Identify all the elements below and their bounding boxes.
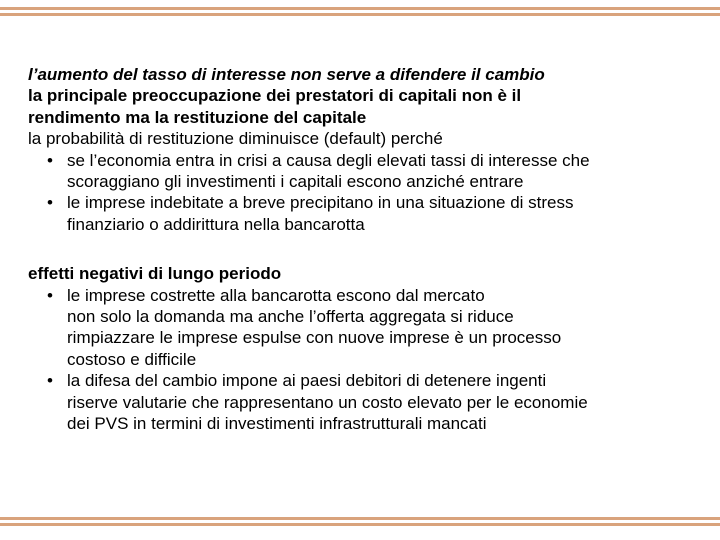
section-heading: effetti negativi di lungo periodo [28,264,282,284]
bullet-item [28,370,708,391]
bullet-continuation: rimpiazzare le imprese espulse con nuove imprese è un processo [67,328,562,348]
top-rule-inner [0,13,720,16]
slide-body [28,64,708,435]
text-line: la probabilità di restituzione diminuisce (default) perché [28,129,443,149]
bullet-item [28,150,708,171]
bullet-icon: • [47,193,53,213]
bottom-rule-outer [0,523,720,526]
bullet-continuation: dei PVS in termini di investimenti infrastrutturali mancati [67,414,487,434]
bullet-text: la difesa del cambio impone ai paesi debitori di detenere ingenti [67,371,547,391]
spacer [28,235,708,263]
bullet-item [28,192,708,213]
bullet-icon: • [47,285,53,305]
bullet-continuation: scoraggiano gli investimenti i capitali escono anziché entrare [67,172,524,192]
bullet-text: le imprese costrette alla bancarotta escono dal mercato [67,285,485,305]
bullet-icon: • [47,150,53,170]
top-rule-outer [0,7,720,10]
bullet-continuation: non solo la domanda ma anche l’offerta aggregata si riduce [67,307,514,327]
bold-line: rendimento ma la restituzione del capitale [28,107,367,127]
bullet-item [28,285,708,306]
bullet-text: le imprese indebitate a breve precipitano in una situazione di stress [67,193,574,213]
bullet-continuation: costoso e difficile [67,349,197,369]
bold-line: la principale preoccupazione dei prestatori di capitali non è il [28,86,522,106]
bullet-continuation: finanziario o addirittura nella bancarotta [67,214,365,234]
bullet-continuation: riserve valutarie che rappresentano un costo elevato per le economie [67,392,588,412]
heading-line: l’aumento del tasso di interesse non serve a difendere il cambio [28,65,545,84]
bottom-rule-inner [0,517,720,520]
bullet-icon: • [47,371,53,391]
bullet-text: se l’economia entra in crisi a causa degli elevati tassi di interesse che [67,150,590,170]
